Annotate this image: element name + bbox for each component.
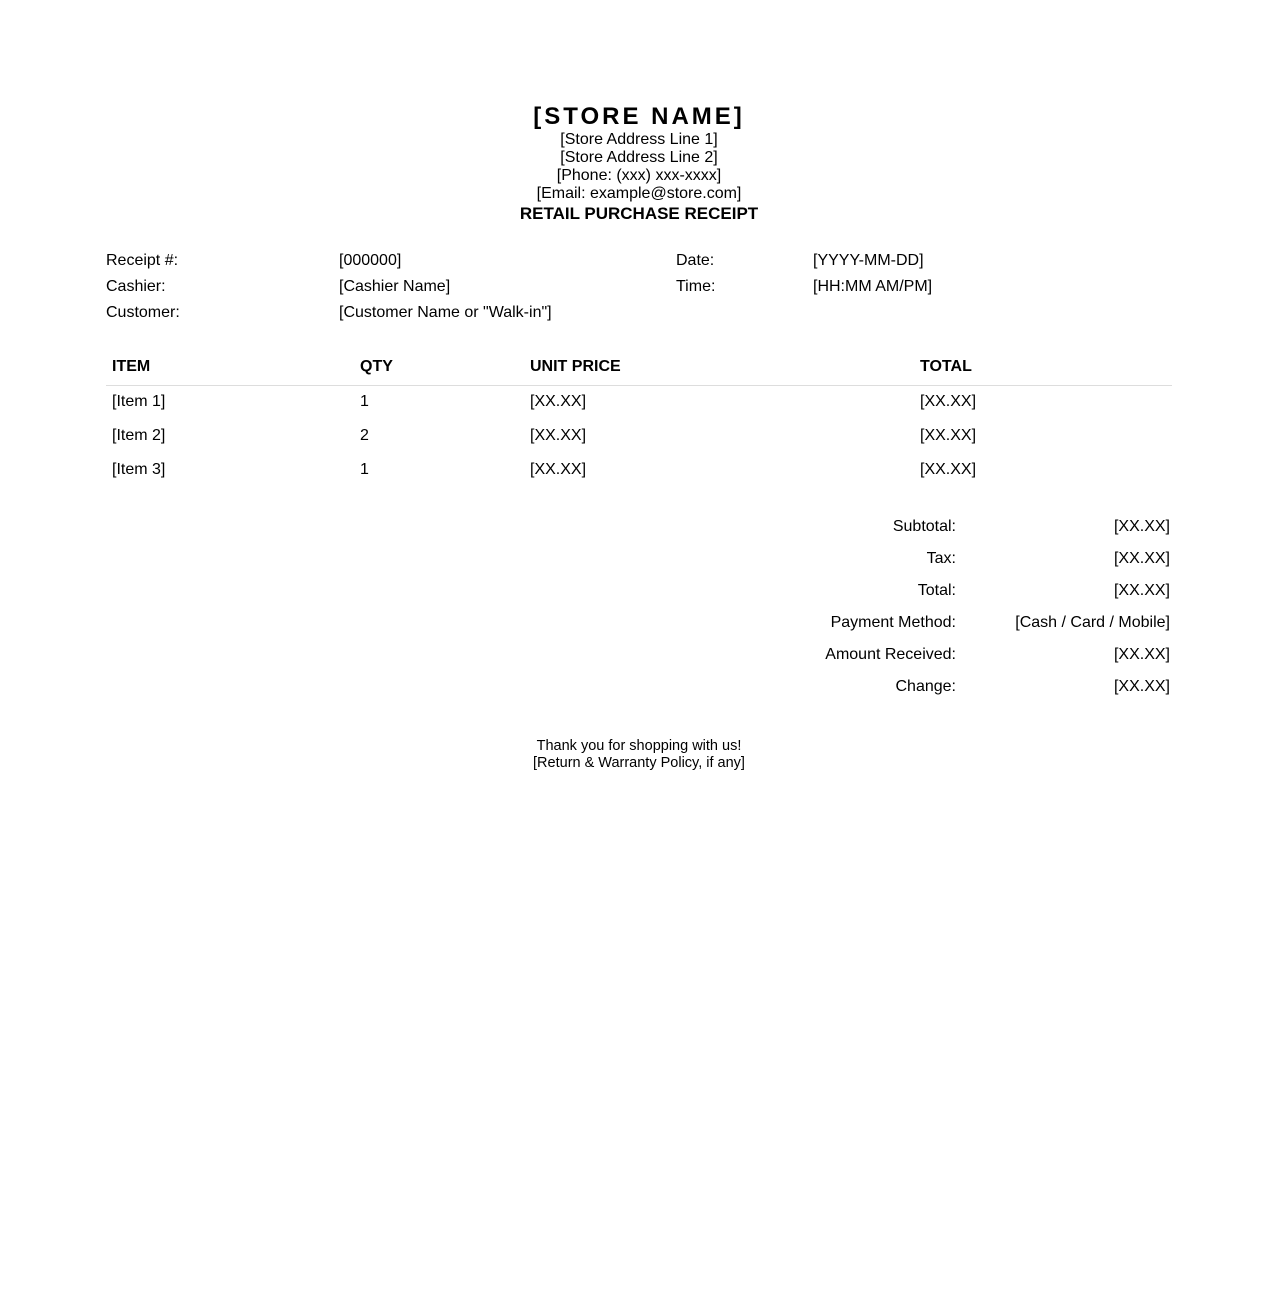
- date-label: Date:: [676, 252, 715, 269]
- item-qty: 1: [360, 461, 369, 478]
- totals-row-total: [106, 580, 1172, 612]
- table-row: [106, 454, 1172, 488]
- item-name: [Item 2]: [112, 427, 166, 444]
- totals-section: [106, 516, 1172, 708]
- tax-label: Tax:: [926, 550, 956, 567]
- payment-method-value: [Cash / Card / Mobile]: [1015, 614, 1170, 631]
- item-name: [Item 3]: [112, 461, 166, 478]
- time-value: [HH:MM AM/PM]: [813, 278, 933, 295]
- column-header-item: ITEM: [112, 358, 151, 375]
- thank-you-message: Thank you for shopping with us!: [536, 738, 742, 754]
- totals-row-change: [106, 676, 1172, 708]
- info-row-cashier: [106, 276, 1172, 302]
- column-header-total: TOTAL: [920, 358, 972, 375]
- tax-value: [XX.XX]: [1113, 550, 1170, 567]
- store-address-line-2: [Store Address Line 2]: [560, 149, 718, 166]
- receipt-number-label: Receipt #:: [106, 252, 179, 269]
- item-name: [Item 1]: [112, 393, 166, 410]
- column-header-qty: QTY: [360, 358, 393, 375]
- totals-row-tax: [106, 548, 1172, 580]
- total-label: Total:: [917, 582, 956, 599]
- store-phone: [Phone: (xxx) xxx-xxxx]: [556, 167, 722, 184]
- change-value: [XX.XX]: [1113, 678, 1170, 695]
- amount-received-value: [XX.XX]: [1113, 646, 1170, 663]
- store-name: [STORE NAME]: [533, 103, 745, 130]
- totals-row-amount-received: [106, 644, 1172, 676]
- item-total: [XX.XX]: [920, 393, 977, 410]
- receipt-header: [106, 103, 1172, 224]
- table-row: [106, 420, 1172, 454]
- info-row-receipt: [106, 250, 1172, 276]
- item-qty: 2: [360, 427, 369, 444]
- cashier-value: [Cashier Name]: [339, 278, 451, 295]
- change-label: Change:: [895, 678, 956, 695]
- info-row-customer: [106, 302, 1172, 328]
- receipt-title: RETAIL PURCHASE RECEIPT: [519, 204, 759, 223]
- store-email: [Email: example@store.com]: [536, 185, 742, 202]
- items-table: [106, 354, 1172, 488]
- subtotal-label: Subtotal:: [892, 518, 956, 535]
- totals-row-payment-method: [106, 612, 1172, 644]
- items-table-header: [106, 354, 1172, 386]
- cashier-label: Cashier:: [106, 278, 166, 295]
- subtotal-value: [XX.XX]: [1113, 518, 1170, 535]
- return-policy: [Return & Warranty Policy, if any]: [533, 755, 745, 771]
- receipt-footer: [106, 738, 1172, 772]
- totals-row-subtotal: [106, 516, 1172, 548]
- item-total: [XX.XX]: [920, 461, 977, 478]
- amount-received-label: Amount Received:: [825, 646, 956, 663]
- table-row: [106, 386, 1172, 420]
- total-value: [XX.XX]: [1113, 582, 1170, 599]
- customer-label: Customer:: [106, 304, 180, 321]
- store-address-line-1: [Store Address Line 1]: [560, 131, 718, 148]
- item-unit-price: [XX.XX]: [530, 393, 587, 410]
- item-total: [XX.XX]: [920, 427, 977, 444]
- time-label: Time:: [676, 278, 716, 295]
- date-value: [YYYY-MM-DD]: [813, 252, 924, 269]
- column-header-unit-price: UNIT PRICE: [530, 358, 621, 375]
- payment-method-label: Payment Method:: [830, 614, 956, 631]
- item-unit-price: [XX.XX]: [530, 427, 587, 444]
- customer-value: [Customer Name or "Walk-in"]: [339, 304, 552, 321]
- item-unit-price: [XX.XX]: [530, 461, 587, 478]
- item-qty: 1: [360, 393, 369, 410]
- receipt-number-value: [000000]: [339, 252, 402, 269]
- receipt-info: [106, 250, 1172, 328]
